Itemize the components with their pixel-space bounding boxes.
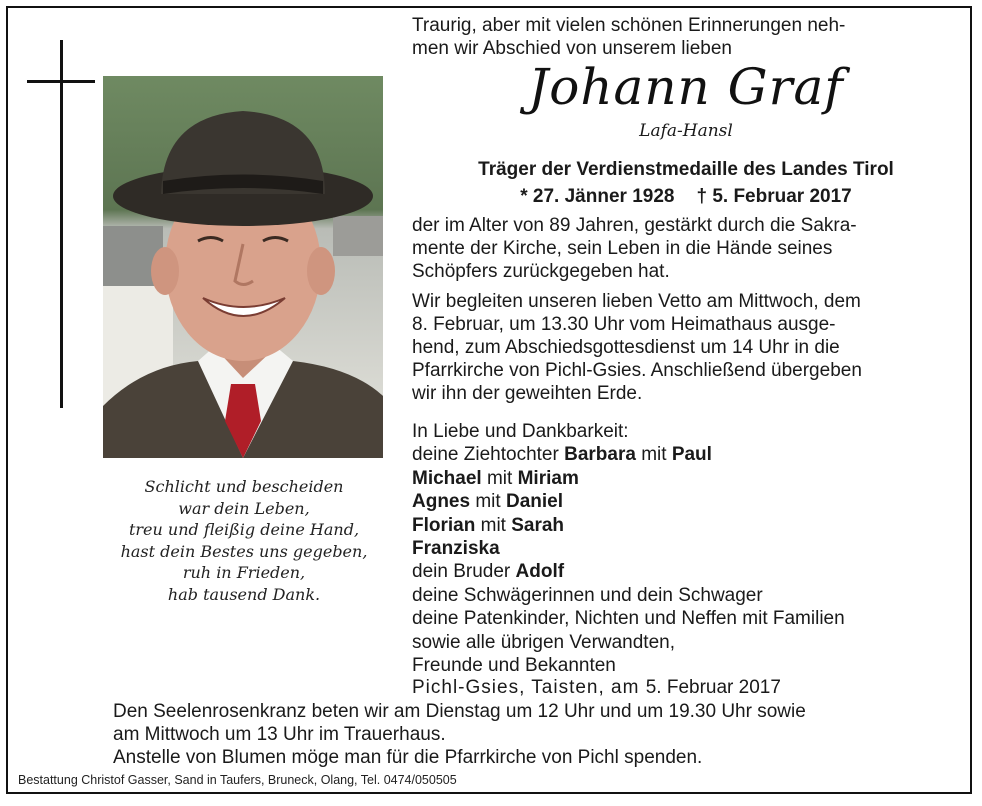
place-and-date [412, 676, 781, 700]
memorial-poem [113, 476, 375, 605]
honor-line: Träger der Verdienstmedaille des Landes Tirol [478, 159, 894, 180]
mourner-line: Franziska [412, 538, 500, 560]
paragraph-line: hend, zum Abschiedsgottesdienst um 14 Uhr in die [412, 337, 840, 358]
intro-line: men wir Abschied von unserem lieben [412, 38, 733, 59]
poem-line: war dein Leben, [178, 498, 310, 518]
mourner-line: sowie alle übrigen Verwandten, [412, 631, 676, 653]
life-dates [412, 185, 960, 209]
poem-line: hast dein Bestes uns gegeben, [120, 541, 368, 561]
poem-line: ruh in Frieden, [182, 563, 306, 582]
place: Pichl-Gsies, Taisten, am [412, 677, 640, 698]
portrait-photo [103, 76, 383, 458]
mourners-opening: In Liebe und Dankbarkeit: [412, 421, 629, 442]
mourners-list [412, 420, 960, 677]
poem-line: Schlicht und bescheiden [144, 477, 344, 496]
poem-line: hab tausend Dank. [167, 584, 321, 604]
mourner-line: dein Bruder Adolf [412, 561, 565, 583]
flowers-line: Anstelle von Blumen möge man für die Pfarrkirche von Pichl spenden. [113, 747, 703, 768]
paragraph-line: der im Alter von 89 Jahren, gestärkt durch die Sakra- [412, 215, 857, 236]
death-date: † 5. Februar 2017 [696, 186, 852, 207]
poem-line: treu und fleißig deine Hand, [128, 520, 360, 539]
paragraph-funeral [412, 290, 960, 405]
undertaker-info: Bestattung Christof Gasser, Sand in Taufers, Bruneck, Olang, Tel. 0474/050505 [18, 773, 457, 787]
intro-text [412, 14, 960, 60]
deceased-nickname: Lafa-Hansl [639, 121, 733, 141]
paragraph-line: mente der Kirche, sein Leben in die Hände seines [412, 238, 833, 259]
notice-date: 5. Februar 2017 [645, 677, 781, 698]
rosary-line: am Mittwoch um 13 Uhr im Trauerhaus. [113, 724, 446, 745]
mourner-line: Freunde und Bekannten [412, 655, 616, 677]
mourner-line: deine Patenkinder, Nichten und Neffen mit Familien [412, 608, 845, 630]
mourner-line: Michael mit Miriam [412, 467, 579, 489]
paragraph-passing [412, 214, 960, 283]
paragraph-line: 8. Februar, um 13.30 Uhr vom Heimathaus ausge- [412, 314, 836, 335]
cross-icon-bar [27, 80, 95, 83]
paragraph-line: Schöpfers zurückgegeben hat. [412, 261, 670, 282]
paragraph-line: Wir begleiten unseren lieben Vetto am Mittwoch, dem [412, 291, 861, 312]
birth-date: * 27. Jänner 1928 [520, 186, 675, 207]
mourner-line: Agnes mit Daniel [412, 491, 563, 513]
mourner-line: Florian mit Sarah [412, 514, 565, 536]
cross-icon [60, 40, 63, 408]
rosary-and-flowers [113, 700, 965, 769]
intro-line: Traurig, aber mit vielen schönen Erinnerungen neh- [412, 15, 846, 36]
paragraph-line: Pfarrkirche von Pichl-Gsies. Anschließend übergeben [412, 360, 862, 381]
mourner-line: deine Ziehtochter Barbara mit Paul [412, 444, 712, 466]
mourner-line: deine Schwägerinnen und dein Schwager [412, 584, 763, 606]
paragraph-line: wir ihn der geweihten Erde. [412, 383, 643, 404]
rosary-line: Den Seelenrosenkranz beten wir am Dienstag um 12 Uhr und um 19.30 Uhr sowie [113, 701, 806, 722]
deceased-name: Johann Graf [528, 58, 844, 116]
